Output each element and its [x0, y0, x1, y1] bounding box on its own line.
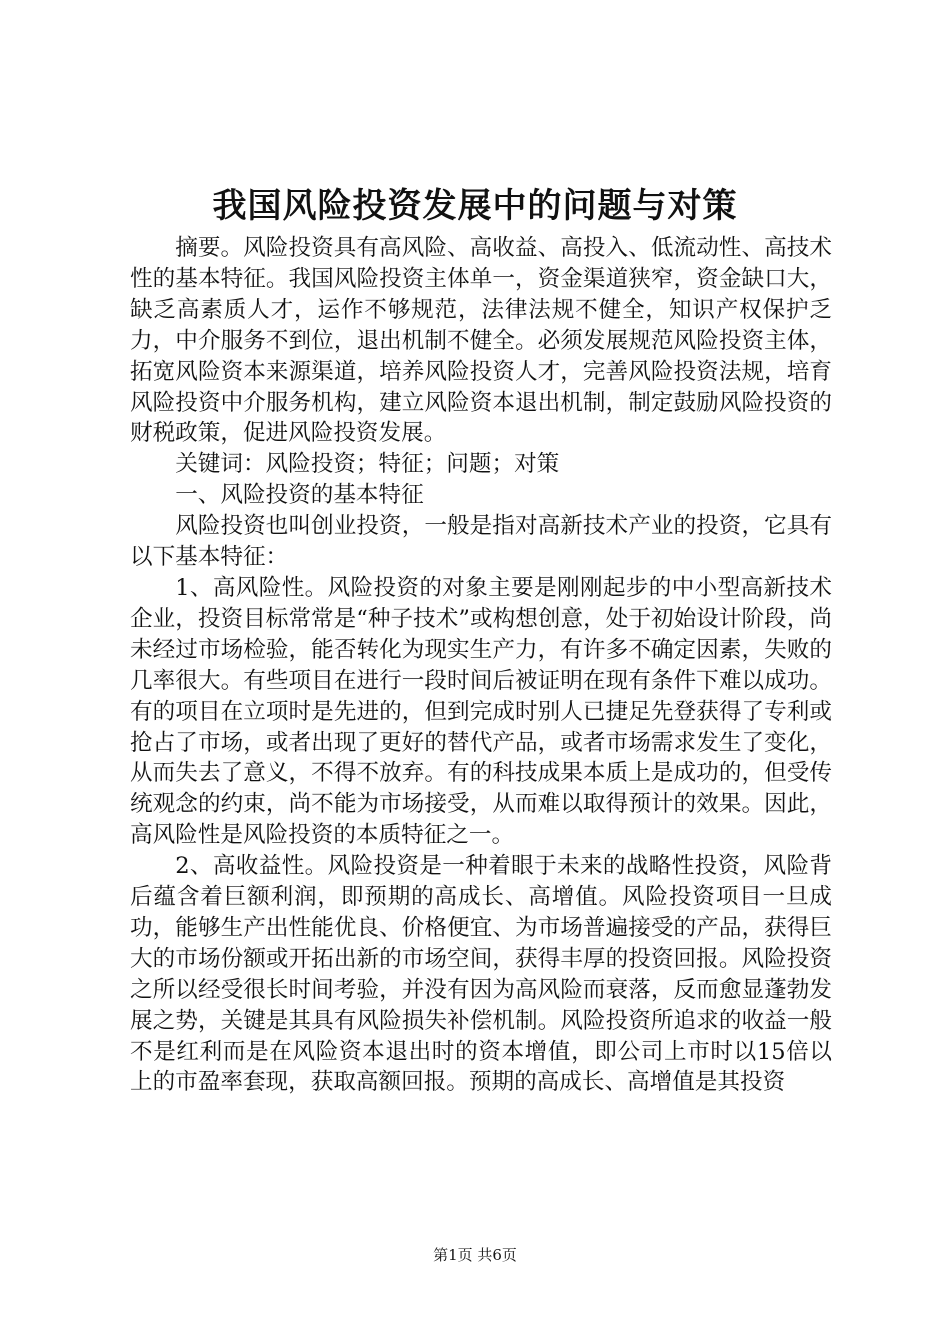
point-high-risk: 1、高风险性。风险投资的对象主要是刚刚起步的中小型高新技术企业，投资目标常常是“种子技术”或构想创意，处于初始设计阶段，尚未经过市场检验，能否转化为现实生产力，有许多不确定因素，失败的几率很大。有些项目在进行一段时间后被证明在现有条件下难以成功。有的项目在立项时是先进的，但到完成时别人已捷足先登获得了专利或抢占了市场，或者出现了更好的替代产品，或者市场需求发生了变化，从而失去了意义，不得不放弃。有的科技成果本质上是成功的，但受传统观念的约束，尚不能为市场接受，从而难以取得预计的效果。因此，高风险性是风险投资的本质特征之一。: [130, 574, 832, 849]
page-title: 我国风险投资发展中的问题与对策: [212, 186, 738, 226]
point-high-return: 2、高收益性。风险投资是一种着眼于未来的战略性投资，风险背后蕴含着巨额利润，即预期的高成长、高增值。风险投资项目一旦成功，能够生产出性能优良、价格便宜、为市场普遍接受的产品，获得巨大的市场份额或开拓出新的市场空间，获得丰厚的投资回报。风险投资之所以经受很长时间考验，并没有因为高风险而衰落，反而愈显蓬勃发展之势，关键是其具有风险损失补偿机制。风险投资所追求的收益一般不是红利而是在风险资本退出时的资本增值，即公司上市时以15倍以上的市盈率套现，获取高额回报。预期的高成长、高增值是其投资: [130, 853, 832, 1096]
intro-paragraph: 风险投资也叫创业投资，一般是指对高新技术产业的投资，它具有以下基本特征：: [130, 513, 832, 571]
keywords-paragraph: 关键词：风险投资；特征；问题；对策: [175, 451, 560, 478]
page-footer: 第1页 共6页: [433, 1246, 517, 1264]
document-body: [130, 233, 832, 1098]
abstract-paragraph: 摘要。风险投资具有高风险、高收益、高投入、低流动性、高技术性的基本特征。我国风险投资主体单一，资金渠道狭窄，资金缺口大，缺乏高素质人才，运作不够规范，法律法规不健全，知识产权保护乏力，中介服务不到位，退出机制不健全。必须发展规范风险投资主体，拓宽风险资本来源渠道，培养风险投资人才，完善风险投资法规，培育风险投资中介服务机构，建立风险资本退出机制，制定鼓励风险投资的财税政策，促进风险投资发展。: [130, 235, 832, 447]
section-heading: 一、风险投资的基本特征: [175, 482, 424, 509]
